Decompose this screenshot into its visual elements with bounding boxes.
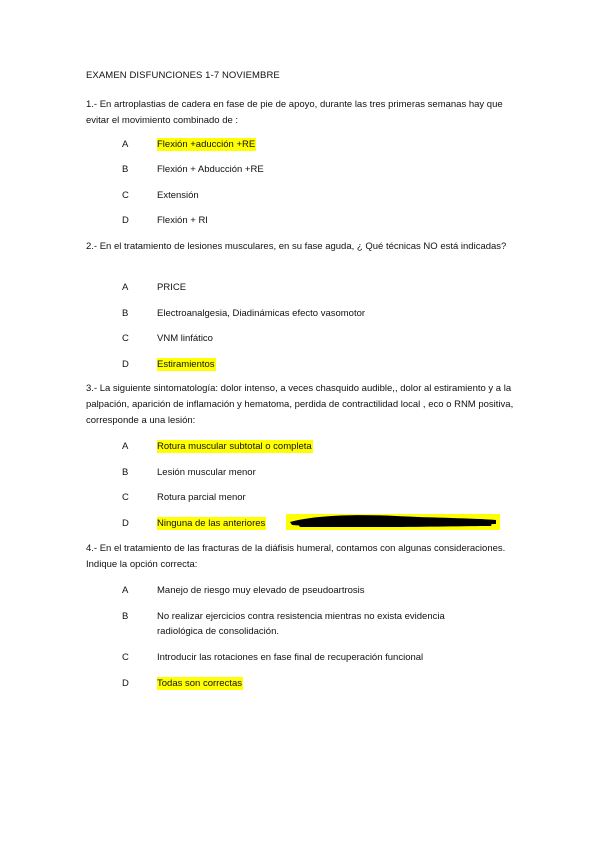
q4-option-b-text: No realizar ejercicios contra resistencia mientras no exista evidencia radiológica de consolidación. [157, 611, 445, 637]
q2-option-d-text: Estiramientos [157, 359, 215, 370]
q4-option-b-letter: B [122, 611, 129, 622]
q3-option-b-letter: B [122, 467, 129, 478]
q4-option-d-letter: D [122, 678, 129, 689]
q3-option-a-letter: A [122, 441, 129, 452]
exam-title: EXAMEN DISFUNCIONES 1-7 NOVIEMBRE [86, 70, 280, 81]
q1-option-b-letter: B [122, 164, 129, 175]
q1-option-c-text: Extensión [157, 190, 199, 201]
question-2-text: 2.- En el tratamiento de lesiones musculares, en su fase aguda, ¿ Qué técnicas NO está indicadas? [86, 241, 507, 252]
q2-option-b-letter: B [122, 308, 129, 319]
question-1-text: 1.- En artroplastias de cadera en fase de pie de apoyo, durante las tres primeras semanas hay que evitar el movimiento combinado de : [86, 99, 503, 126]
q2-option-a-text: PRICE [157, 282, 187, 293]
q1-option-c-letter: C [122, 190, 129, 201]
q1-option-d-letter: D [122, 215, 129, 226]
q4-option-d-text: Todas son correctas [157, 678, 243, 689]
q4-option-c [157, 650, 497, 665]
q1-option-d-text: Flexión + RI [157, 215, 208, 226]
q2-option-b-text: Electroanalgesia, Diadinámicas efecto vasomotor [157, 308, 366, 319]
q2-option-a-letter: A [122, 282, 129, 293]
q1-option-a-text: Flexión +aducción +RE [157, 139, 256, 150]
q2-option-d [157, 357, 497, 372]
q3-option-c-letter: C [122, 492, 129, 503]
q4-option-a-letter: A [122, 585, 129, 596]
q2-option-d-letter: D [122, 359, 129, 370]
q1-option-d [157, 213, 497, 228]
q2-option-c-letter: C [122, 333, 129, 344]
q3-option-b [157, 465, 497, 480]
q1-option-b-text: Flexión + Abducción +RE [157, 164, 264, 175]
marker-scribble [286, 512, 500, 532]
q2-option-c-text: VNM linfático [157, 333, 213, 344]
q3-option-c [157, 490, 497, 505]
q1-option-a [157, 137, 497, 152]
question-3-text: 3.- La siguiente sintomatología: dolor intenso, a veces chasquido audible,, dolor al estiramiento y a la palpación, aparición de inflamación y hematoma, perdida de contractilidad local , eco o RNM positiva, corresponde a una lesión: [86, 383, 514, 426]
q3-option-a-text: Rotura muscular subtotal o completa [157, 441, 312, 452]
q3-option-c-text: Rotura parcial menor [157, 492, 246, 503]
q2-option-c [157, 331, 497, 346]
q3-option-d-text: Ninguna de las anteriores [157, 518, 266, 529]
q4-option-c-letter: C [122, 652, 129, 663]
question-4-text: 4.- En el tratamiento de las fracturas de la diáfisis humeral, contamos con algunas consideraciones. Indique la opción correcta: [86, 543, 506, 570]
q4-option-c-text: Introducir las rotaciones en fase final de recuperación funcional [157, 652, 424, 663]
q4-option-a [157, 583, 497, 598]
q4-option-b [157, 609, 467, 639]
q1-option-c [157, 188, 497, 203]
q4-option-d [157, 676, 497, 691]
q1-option-b [157, 162, 497, 177]
q4-option-a-text: Manejo de riesgo muy elevado de pseudoartrosis [157, 585, 365, 596]
q1-option-a-letter: A [122, 139, 129, 150]
q2-option-a [157, 280, 497, 295]
q3-option-b-text: Lesión muscular menor [157, 467, 256, 478]
q2-option-b [157, 306, 497, 321]
q3-option-d-letter: D [122, 518, 129, 529]
q3-option-a [157, 439, 497, 454]
